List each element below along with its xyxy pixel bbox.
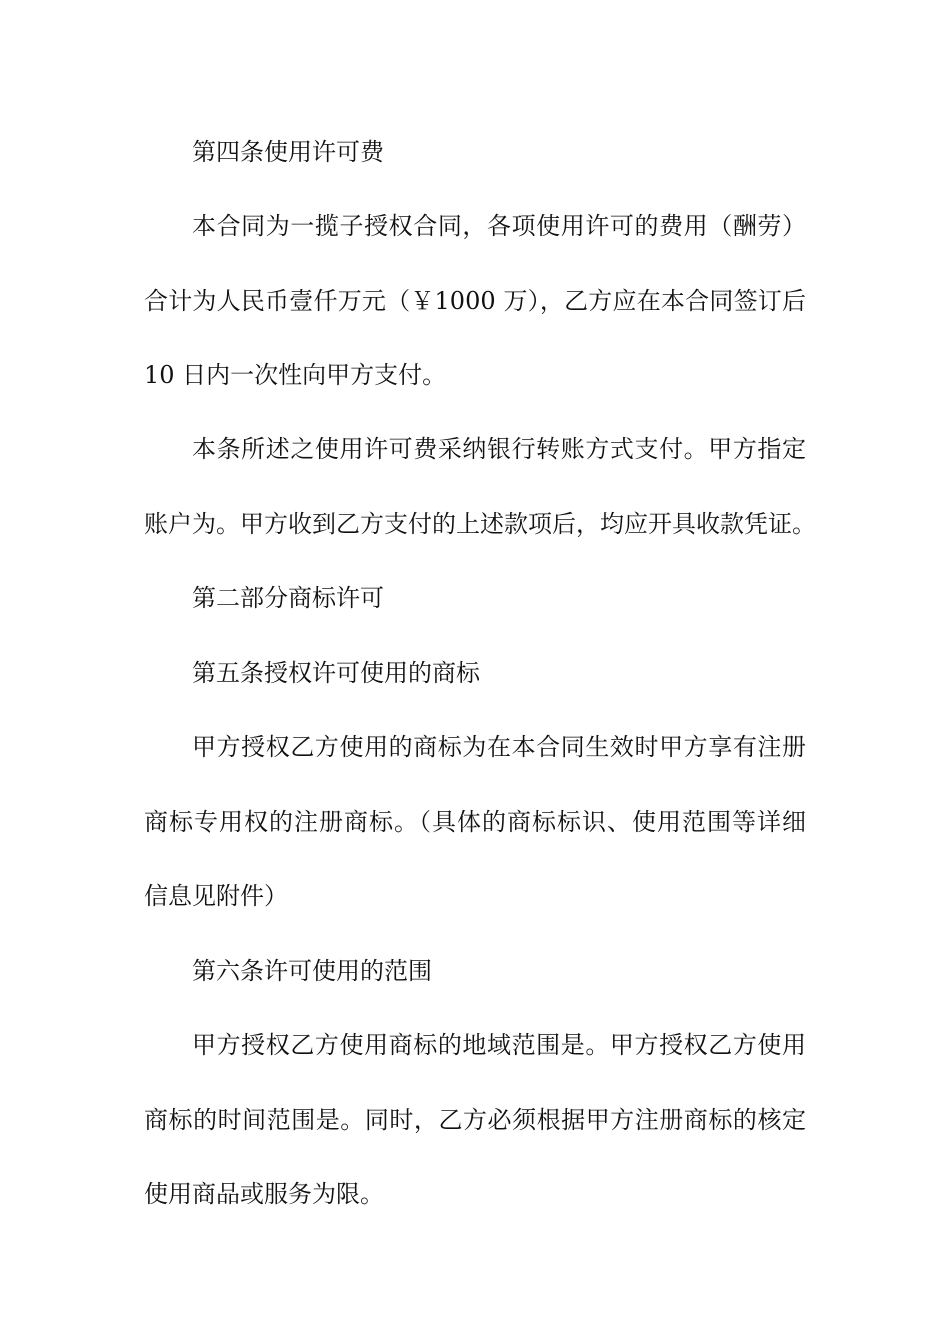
- section-heading-part-2: 第二部分商标许可: [192, 584, 384, 612]
- paragraph-line: 账户为。甲方收到乙方支付的上述款项后，均应开具收款凭证。: [144, 510, 816, 538]
- paragraph-line: 甲方授权乙方使用的商标为在本合同生效时甲方享有注册: [192, 733, 806, 761]
- paragraph-line: 商标专用权的注册商标。（具体的商标标识、使用范围等详细: [144, 808, 806, 836]
- article-heading-5: 第五条授权许可使用的商标: [192, 659, 480, 687]
- paragraph-line: 本合同为一揽子授权合同，各项使用许可的费用（酬劳）: [192, 212, 806, 240]
- paragraph-line: 商标的时间范围是。同时，乙方必须根据甲方注册商标的核定: [144, 1106, 806, 1134]
- paragraph-line: 信息见附件）: [144, 882, 288, 910]
- paragraph-line: 10 日内一次性向甲方支付。: [144, 361, 447, 389]
- paragraph-line: 甲方授权乙方使用商标的地域范围是。甲方授权乙方使用: [192, 1031, 806, 1059]
- paragraph-line: 本条所述之使用许可费采纳银行转账方式支付。甲方指定: [192, 435, 806, 463]
- article-heading-6: 第六条许可使用的范围: [192, 957, 432, 985]
- paragraph-line: 使用商品或服务为限。: [144, 1180, 384, 1208]
- article-heading-4: 第四条使用许可费: [192, 138, 384, 166]
- paragraph-line: 合计为人民币壹仟万元（￥1000 万），乙方应在本合同签订后: [144, 287, 806, 315]
